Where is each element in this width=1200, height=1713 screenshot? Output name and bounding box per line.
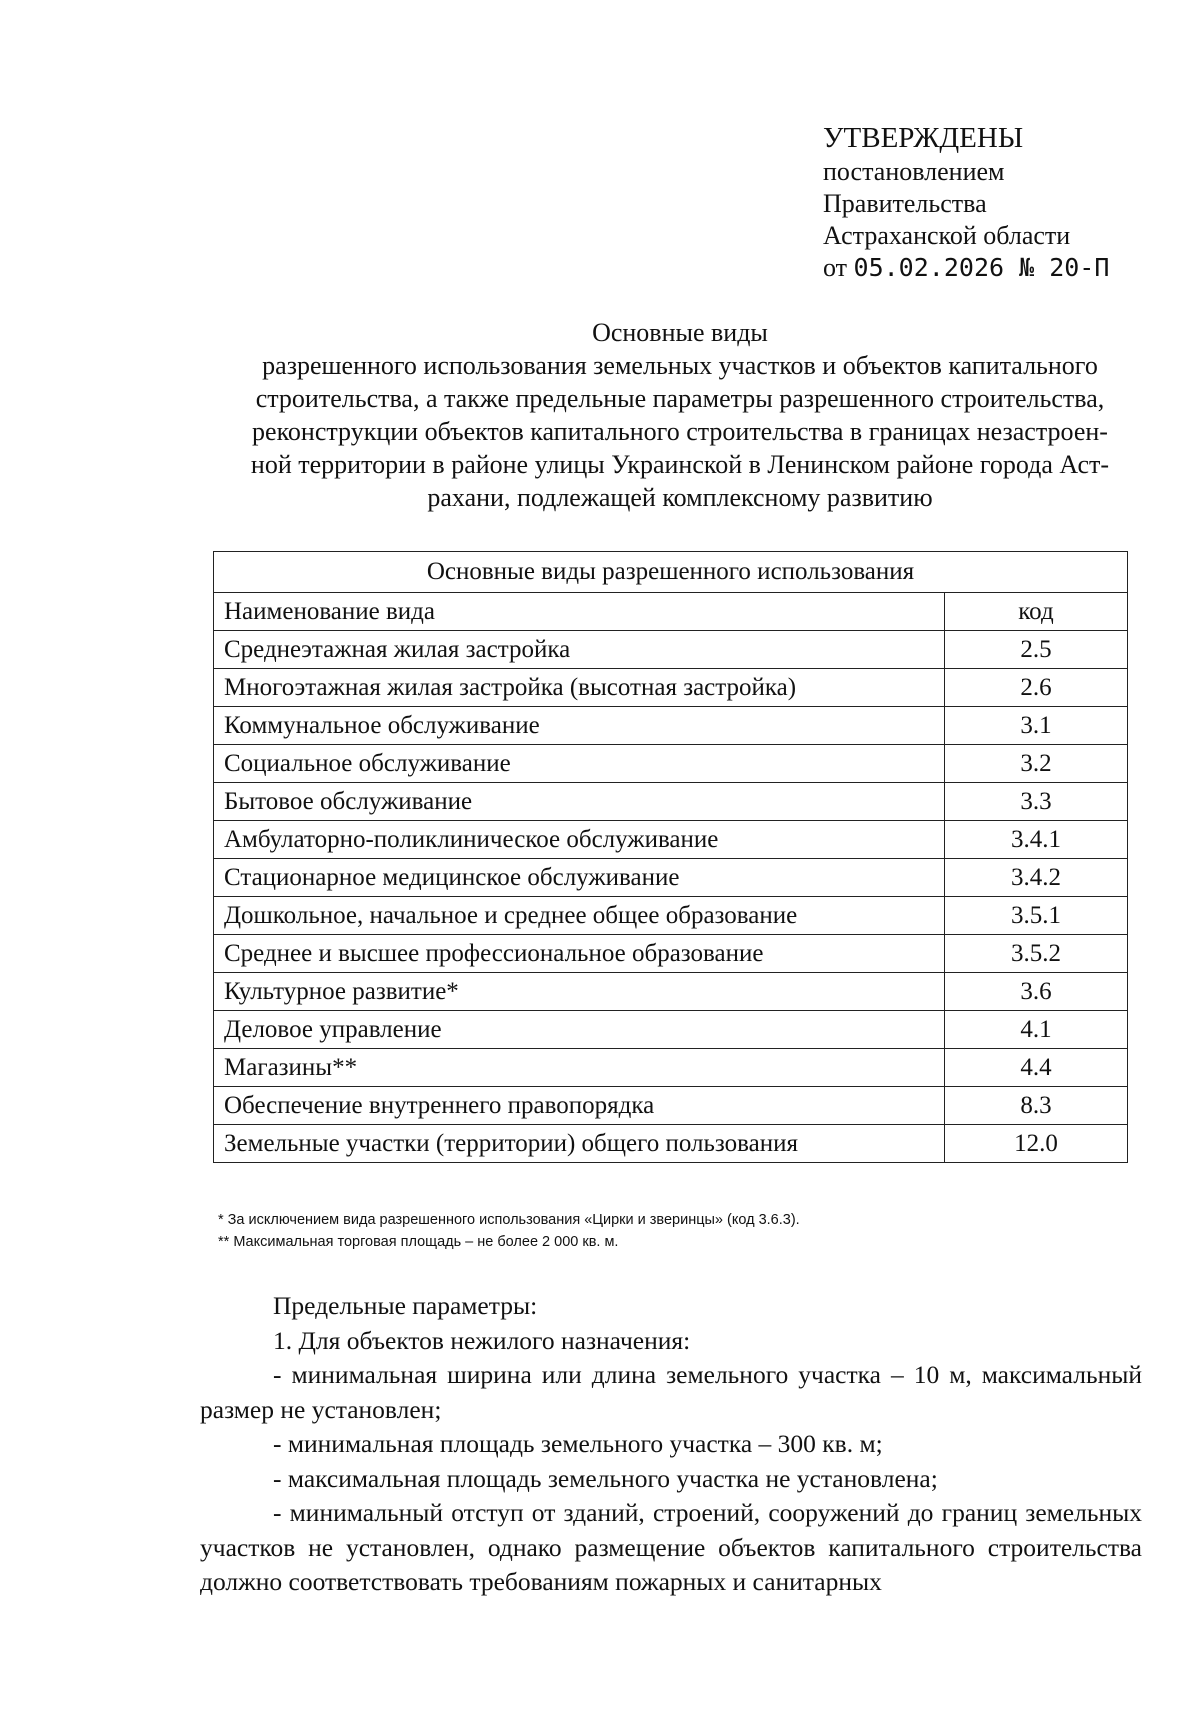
- params-bullet-3: - максимальная площадь земельного участка не установлена;: [273, 1463, 938, 1493]
- footnote-1: * За исключением вида разрешенного использования «Цирки и зверинцы» (код 3.6.3).: [218, 1212, 800, 1228]
- use-code: 3.2: [945, 745, 1128, 783]
- table-row: [214, 631, 1128, 669]
- approval-line-2: Правительства: [823, 189, 987, 218]
- use-code: 3.3: [945, 783, 1128, 821]
- use-name: Обеспечение внутреннего правопорядка: [214, 1087, 945, 1125]
- use-code: 3.5.2: [945, 935, 1128, 973]
- use-name: Деловое управление: [214, 1011, 945, 1049]
- table-row: [214, 935, 1128, 973]
- title-line-2: разрешенного использования земельных участков и объектов капитального: [262, 351, 1098, 380]
- use-name: Коммунальное обслуживание: [214, 707, 945, 745]
- use-name: Амбулаторно-поликлиническое обслуживание: [214, 821, 945, 859]
- params-bullet-4: - минимальный отступ от зданий, строений, сооружений до границ земельных участков не установлен, однако размещение объектов капитального строительства должно соответствовать требованиям пожарных и санитарных: [200, 1498, 1142, 1596]
- params-bullet-2: - минимальная площадь земельного участка – 300 кв. м;: [273, 1429, 883, 1458]
- approval-heading: УТВЕРЖДЕНЫ: [823, 122, 1024, 154]
- use-code: 3.4.1: [945, 821, 1128, 859]
- use-code: 2.5: [945, 631, 1128, 669]
- column-header-code: код: [945, 593, 1128, 631]
- table-row: [214, 897, 1128, 935]
- table-row: [214, 1125, 1128, 1163]
- table-row: [214, 745, 1128, 783]
- limit-parameters: [200, 1289, 1142, 1600]
- use-name: Стационарное медицинское обслуживание: [214, 859, 945, 897]
- table-row: [214, 973, 1128, 1011]
- use-name: Культурное развитие*: [214, 973, 945, 1011]
- use-name: Дошкольное, начальное и среднее общее образование: [214, 897, 945, 935]
- approval-date-line: [823, 252, 1109, 284]
- table-row: [214, 1011, 1128, 1049]
- footnote-2: ** Максимальная торговая площадь – не более 2 000 кв. м.: [218, 1234, 619, 1250]
- column-header-name: Наименование вида: [214, 593, 945, 631]
- use-code: 3.1: [945, 707, 1128, 745]
- approval-block: [823, 120, 1109, 284]
- approval-date-value: 05.02.2026 № 20-П: [853, 253, 1110, 282]
- use-code: 3.5.1: [945, 897, 1128, 935]
- title-line-6: рахани, подлежащей комплексному развитию: [427, 483, 933, 512]
- title-line-4: реконструкции объектов капитального строительства в границах незастроен-: [252, 417, 1108, 446]
- title-line-3: строительства, а также предельные параметры разрешенного строительства,: [255, 384, 1105, 413]
- use-name: Магазины**: [214, 1049, 945, 1087]
- use-name: Бытовое обслуживание: [214, 783, 945, 821]
- title-line-1: Основные виды: [592, 318, 768, 347]
- table-row: [214, 1049, 1128, 1087]
- use-name: Среднее и высшее профессиональное образование: [214, 935, 945, 973]
- document-title: [200, 316, 1160, 514]
- approval-line-1: постановлением: [823, 157, 1005, 186]
- use-name: Земельные участки (территории) общего пользования: [214, 1125, 945, 1163]
- use-name: Среднеэтажная жилая застройка: [214, 631, 945, 669]
- use-code: 12.0: [945, 1125, 1128, 1163]
- table-row: [214, 669, 1128, 707]
- use-code: 2.6: [945, 669, 1128, 707]
- params-bullet-1: - минимальная ширина или длина земельного участка – 10 м, максимальный размер не установлен;: [200, 1360, 1142, 1424]
- params-item-1: 1. Для объектов нежилого назначения:: [273, 1325, 691, 1355]
- use-code: 3.6: [945, 973, 1128, 1011]
- table-row: [214, 707, 1128, 745]
- approval-date-prefix: от: [823, 253, 848, 282]
- table-caption: Основные виды разрешенного использования: [214, 552, 1128, 593]
- land-use-table: [213, 551, 1128, 1163]
- title-line-5: ной территории в районе улицы Украинской в Ленинском районе города Аст-: [250, 450, 1110, 479]
- table-row: [214, 1087, 1128, 1125]
- use-code: 4.4: [945, 1049, 1128, 1087]
- use-name: Социальное обслуживание: [214, 745, 945, 783]
- use-name: Многоэтажная жилая застройка (высотная застройка): [214, 669, 945, 707]
- use-code: 4.1: [945, 1011, 1128, 1049]
- footnotes: [218, 1209, 800, 1253]
- approval-line-3: Астраханской области: [823, 221, 1071, 250]
- use-code: 8.3: [945, 1087, 1128, 1125]
- table-row: [214, 859, 1128, 897]
- use-code: 3.4.2: [945, 859, 1128, 897]
- table-row: [214, 821, 1128, 859]
- params-heading: Предельные параметры:: [273, 1291, 538, 1320]
- table-row: [214, 783, 1128, 821]
